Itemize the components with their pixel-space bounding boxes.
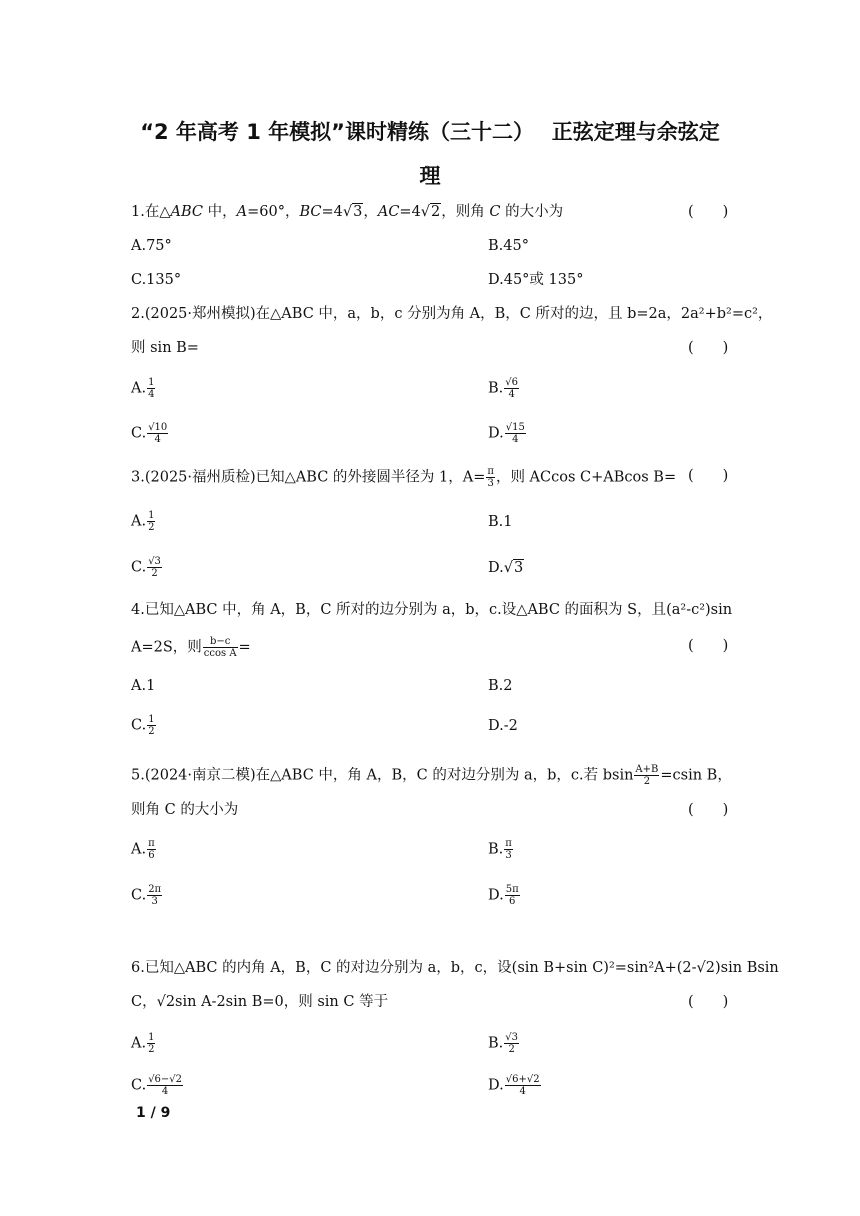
q2-option-c: C. $\frac{√10}{4}$ — [131, 422, 168, 445]
q1-option-d: D.45°或 135° — [488, 272, 584, 288]
q4-option-d: D.-2 — [488, 718, 518, 734]
q4-option-c: C. $\frac{1}{2}$ — [131, 714, 155, 737]
q3-option-a: A. $\frac{1}{2}$ — [131, 510, 155, 533]
q2-option-d: D. $\frac{√15}{4}$ — [488, 422, 525, 445]
q4-option-a: A.1 — [131, 678, 156, 694]
question-2-stem: 2.(2025·郑州模拟)在△ABC 中，a，b，c 分别为角 A，B，C 所对的边，且 b=2a，2a²+b²=c²， — [131, 306, 773, 322]
q3-option-d: D.√3 — [488, 560, 524, 576]
q5-option-b: B. $\frac{\pi}{3}$ — [488, 838, 512, 861]
q3-option-b: B.1 — [488, 514, 513, 530]
page-number: 1 / 9 — [136, 1105, 171, 1121]
q6-option-d: D. $\frac{√6+√2}{4}$ — [488, 1074, 540, 1097]
q1-option-c: C.135° — [131, 272, 182, 288]
answer-paren-1: ( ) — [688, 204, 729, 220]
question-4-stem-continued: A=2S，则 $\frac{b-c}{\text{ccos A}}$ = — [131, 636, 251, 659]
question-6-stem-continued: C，√2sin A-2sin B=0，则 sin C 等于 — [131, 994, 389, 1010]
answer-paren-2: ( ) — [688, 340, 729, 356]
q2-option-a: A. $\frac{1}{4}$ — [131, 377, 155, 400]
answer-paren-5: ( ) — [688, 802, 729, 818]
q6-option-b: B. $\frac{√3}{2}$ — [488, 1032, 518, 1055]
q1-option-a: A.75° — [131, 238, 172, 254]
answer-paren-6: ( ) — [688, 994, 729, 1010]
question-3-stem: 3.(2025·福州质检)已知△ABC 的外接圆半径为 1，A= $\frac{\pi}{3}$ ，则 ACcos C+ABcos B= — [131, 466, 677, 489]
question-6-stem: 6.已知△ABC 的内角 A，B，C 的对边分别为 a，b，c，设(sin B+sin C)²=sin²A+(2-√2)sin Bsin — [131, 960, 779, 976]
answer-paren-3: ( ) — [688, 468, 729, 484]
question-5-stem: 5.(2024·南京二模)在△ABC 中，角 A，B，C 的对边分别为 a，b，c.若 bsin $\frac{A+B}{2}$ =csin B， — [131, 764, 732, 787]
page-title: “2 年高考 1 年模拟”课时精练（三十二） 正弦定理与余弦定 — [140, 120, 720, 144]
q5-option-c: C. $\frac{2\pi}{3}$ — [131, 884, 162, 907]
question-1-stem: 1.在△ABC 中，A=60°，BC=4√3，AC=4√2，则角 C 的大小为 — [131, 204, 564, 220]
q2-option-b: B. $\frac{√6}{4}$ — [488, 377, 518, 400]
q3-option-c: C. $\frac{√3}{2}$ — [131, 556, 161, 579]
answer-paren-4: ( ) — [688, 638, 729, 654]
q5-option-a: A. $\frac{\pi}{6}$ — [131, 838, 155, 861]
q1-option-b: B.45° — [488, 238, 529, 254]
q6-option-c: C. $\frac{√6-√2}{4}$ — [131, 1074, 183, 1097]
question-5-stem-continued: 则角 C 的大小为 — [131, 802, 239, 818]
q4-option-b: B.2 — [488, 678, 513, 694]
page-title-continued: 理 — [419, 164, 441, 188]
question-4-stem: 4.已知△ABC 中，角 A，B，C 所对的边分别为 a，b，c.设△ABC 的面积为 S，且(a²-c²)sin — [131, 602, 733, 618]
q5-option-d: D. $\frac{5\pi}{6}$ — [488, 884, 519, 907]
q6-option-a: A. $\frac{1}{2}$ — [131, 1032, 155, 1055]
question-2-stem-continued: 则 sin B= — [131, 340, 199, 356]
